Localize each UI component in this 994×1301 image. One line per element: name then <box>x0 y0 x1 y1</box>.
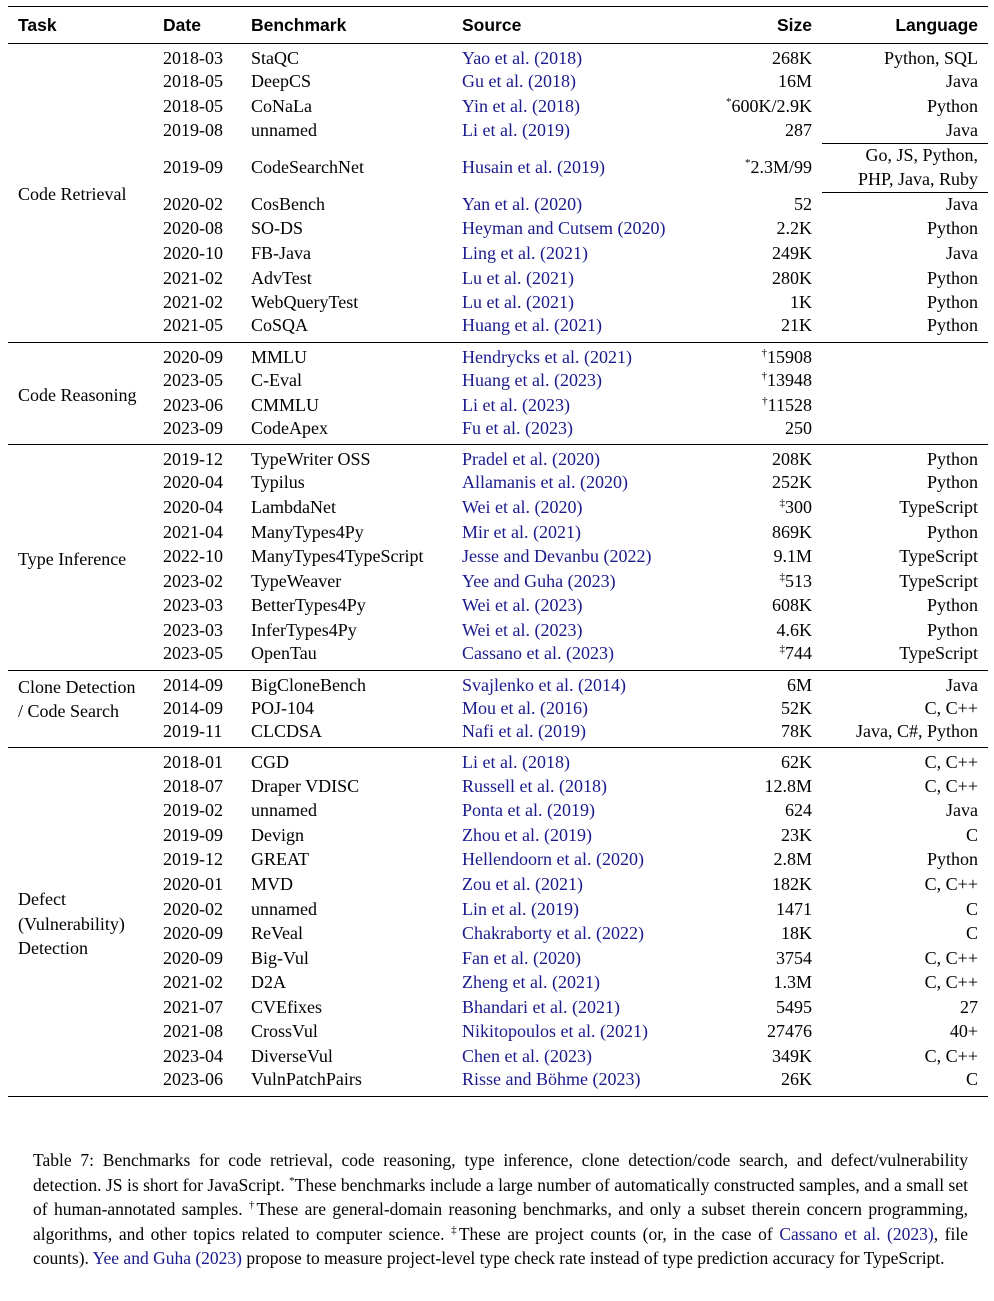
size-footnote-mark: ‡ <box>779 570 785 583</box>
date-cell: 2020-10 <box>163 243 223 264</box>
benchmark-cell: unnamed <box>251 120 317 141</box>
size-cell: 249K <box>772 243 812 264</box>
language-cell: C, C++ <box>924 873 978 894</box>
size-value: 600K/2.9K <box>731 95 812 116</box>
date-cell: 2020-09 <box>163 923 223 944</box>
size-cell: 52 <box>794 193 812 214</box>
language-cell <box>822 418 988 445</box>
size-cell <box>702 643 822 670</box>
task-group <box>8 44 988 343</box>
size-value: 11528 <box>767 394 812 415</box>
date-cell: 2020-09 <box>163 346 223 367</box>
size-cell: 280K <box>772 267 812 288</box>
language-cell: Python, SQL <box>883 48 978 68</box>
date-cell: 2020-09 <box>163 947 223 968</box>
caption-mark: † <box>248 1199 257 1212</box>
language-cell: Python <box>926 619 978 640</box>
source-cell[interactable]: Hellendoorn et al. (2020) <box>462 849 644 870</box>
source-cell[interactable]: Li et al. (2023) <box>462 394 570 415</box>
benchmark-cell: Big-Vul <box>251 947 309 968</box>
benchmark-cell: Typilus <box>251 472 305 493</box>
source-cell[interactable]: Wei et al. (2023) <box>462 595 583 616</box>
source-cell[interactable]: Nikitopoulos et al. (2021) <box>462 1021 648 1042</box>
language-cell: C <box>965 1069 978 1090</box>
date-cell: 2023-06 <box>163 1069 223 1090</box>
table-row <box>8 471 988 496</box>
language-cell: C, C++ <box>924 775 978 796</box>
size-cell: 2.2K <box>776 218 812 239</box>
benchmark-cell: CodeApex <box>251 417 328 438</box>
size-cell: 18K <box>781 923 812 944</box>
benchmark-cell: Draper VDISC <box>251 775 360 796</box>
table-row <box>8 291 988 316</box>
table-row <box>8 1045 988 1070</box>
source-cell[interactable]: Husain et al. (2019) <box>462 157 605 178</box>
source-cell[interactable]: Heyman and Cutsem (2020) <box>462 218 666 239</box>
benchmark-cell: TypeWriter OSS <box>251 449 371 470</box>
language-cell: Java <box>946 194 978 215</box>
table-row <box>8 242 988 267</box>
size-cell <box>702 94 822 119</box>
caption-text: Table 7: Benchmarks for code retrieval, code reasoning, type inference, clone detection/code search, and defect/vulnerability detection. JS is short for JavaScript. <box>33 1150 968 1195</box>
benchmark-cell: TypeWeaver <box>251 570 342 591</box>
table-row <box>8 192 988 217</box>
source-cell[interactable]: Zheng et al. (2021) <box>462 972 600 993</box>
caption-mark: ‡ <box>451 1223 459 1236</box>
source-cell[interactable]: Fan et al. (2020) <box>462 947 581 968</box>
table-row <box>8 569 988 594</box>
size-value: 300 <box>785 497 812 517</box>
benchmark-cell: ManyTypes4TypeScript <box>251 546 424 567</box>
source-cell[interactable]: Yee and Guha (2023) <box>462 570 616 591</box>
language-cell: C, C++ <box>924 752 978 773</box>
benchmark-cell: InferTypes4Py <box>251 619 357 640</box>
task-cell: Type Inference <box>18 548 127 569</box>
size-value: 744 <box>785 643 812 664</box>
table-row <box>8 143 988 192</box>
language-cell: C <box>965 923 978 944</box>
table-row <box>8 94 988 119</box>
date-cell: 2020-01 <box>163 873 223 894</box>
source-cell[interactable]: Wei et al. (2020) <box>462 497 583 517</box>
table-row <box>8 897 988 922</box>
size-cell: 21K <box>781 315 812 336</box>
source-cell[interactable]: Bhandari et al. (2021) <box>462 996 620 1017</box>
source-cell[interactable]: Yin et al. (2018) <box>462 95 580 116</box>
task-cell: Code Retrieval <box>18 184 127 205</box>
benchmark-cell: D2A <box>251 972 286 993</box>
size-cell: 3754 <box>776 947 812 968</box>
size-footnote-mark: ‡ <box>779 497 785 509</box>
size-cell: 9.1M <box>773 546 812 567</box>
source-cell[interactable]: Hendrycks et al. (2021) <box>462 346 632 367</box>
date-cell: 2021-02 <box>163 972 223 993</box>
benchmark-cell: CLCDSA <box>251 720 323 741</box>
benchmark-cell: ManyTypes4Py <box>251 521 364 542</box>
benchmark-cell: CodeSearchNet <box>251 157 364 178</box>
table-row <box>8 774 988 799</box>
header-language: Language <box>895 14 978 35</box>
benchmark-cell: CrossVul <box>251 1021 318 1042</box>
table-caption <box>33 1148 968 1271</box>
date-cell: 2019-12 <box>163 849 223 870</box>
source-cell[interactable]: Yao et al. (2018) <box>462 48 583 68</box>
language-cell: C, C++ <box>924 1046 978 1067</box>
date-cell: 2019-08 <box>163 120 223 141</box>
table-row <box>8 70 988 95</box>
citation-link[interactable]: Yee and Guha (2023) <box>92 1248 242 1269</box>
table-row <box>8 342 988 368</box>
benchmark-cell: unnamed <box>251 898 317 919</box>
size-cell: 208K <box>772 449 812 470</box>
size-cell: 27476 <box>767 1021 812 1042</box>
language-cell: Python <box>926 315 978 336</box>
language-cell: Python <box>926 595 978 616</box>
language-cell: Go, JS, Python, PHP, Java, Ruby <box>822 143 988 192</box>
benchmark-cell: CMMLU <box>251 394 320 415</box>
source-cell[interactable]: Risse and Böhme (2023) <box>462 1069 641 1090</box>
source-cell[interactable]: Gu et al. (2018) <box>462 71 576 92</box>
caption-mark: * <box>289 1174 295 1187</box>
date-cell: 2023-09 <box>163 417 223 438</box>
date-cell: 2019-12 <box>163 449 223 470</box>
date-cell: 2023-03 <box>163 619 223 640</box>
table-row <box>8 922 988 947</box>
size-cell: 78K <box>781 720 812 741</box>
table-row <box>8 369 988 394</box>
source-cell[interactable]: Pradel et al. (2020) <box>462 449 600 470</box>
date-cell: 2018-07 <box>163 775 223 796</box>
size-cell <box>702 143 822 192</box>
benchmark-cell: StaQC <box>251 48 300 68</box>
caption-text: propose to measure project-level type check rate instead of type prediction accuracy for TypeScript. <box>242 1248 945 1269</box>
benchmark-cell: LambdaNet <box>251 497 336 517</box>
benchmark-cell: DiverseVul <box>251 1046 333 1067</box>
size-cell: 349K <box>772 1046 812 1067</box>
benchmark-cell: CoNaLa <box>251 95 312 116</box>
source-cell[interactable]: Li et al. (2019) <box>462 120 570 141</box>
task-cell: Defect (Vulnerability) Detection <box>18 889 125 959</box>
size-cell: 2.8M <box>773 849 812 870</box>
language-cell: Python <box>926 95 978 116</box>
source-cell[interactable]: Fu et al. (2023) <box>462 417 573 438</box>
language-cell: C, C++ <box>924 947 978 968</box>
date-cell: 2023-02 <box>163 570 223 591</box>
date-cell: 2020-08 <box>163 218 223 239</box>
benchmark-cell: BetterTypes4Py <box>251 595 366 616</box>
task-cell: Clone Detection / Code Search <box>18 676 136 722</box>
task-group <box>8 748 988 1096</box>
date-cell: 2022-10 <box>163 546 223 567</box>
date-cell: 2023-05 <box>163 643 223 664</box>
task-group <box>8 445 988 670</box>
size-cell: 252K <box>772 472 812 493</box>
table-row <box>8 1069 988 1096</box>
source-cell[interactable]: Ling et al. (2021) <box>462 243 588 264</box>
task-group <box>8 670 988 748</box>
size-cell: 62K <box>781 752 812 773</box>
size-cell <box>702 369 822 394</box>
language-cell: Python <box>926 849 978 870</box>
source-cell[interactable]: Chen et al. (2023) <box>462 1046 592 1067</box>
size-cell: 52K <box>781 697 812 718</box>
source-cell[interactable]: Chakraborty et al. (2022) <box>462 923 644 944</box>
language-cell <box>822 342 988 368</box>
language-cell: TypeScript <box>899 643 978 664</box>
size-cell: 869K <box>772 521 812 542</box>
date-cell: 2021-04 <box>163 521 223 542</box>
date-cell: 2020-02 <box>163 898 223 919</box>
language-cell: TypeScript <box>899 570 978 591</box>
benchmark-cell: MMLU <box>251 346 308 367</box>
benchmark-cell: unnamed <box>251 800 317 821</box>
source-cell[interactable]: Yan et al. (2020) <box>462 193 583 214</box>
table-row <box>8 872 988 897</box>
date-cell: 2018-03 <box>163 48 223 68</box>
date-cell: 2018-01 <box>163 752 223 773</box>
language-cell: Python <box>926 267 978 288</box>
caption-text: , file counts). <box>33 1223 969 1269</box>
language-cell <box>822 393 988 418</box>
date-cell: 2018-05 <box>163 71 223 92</box>
citation-link[interactable]: Cassano et al. (2023) <box>779 1223 934 1244</box>
language-cell: TypeScript <box>899 497 978 517</box>
table-row <box>8 217 988 242</box>
source-cell[interactable]: Huang et al. (2023) <box>462 370 602 391</box>
language-cell: 40+ <box>949 1021 978 1042</box>
size-cell: 268K <box>772 48 812 68</box>
benchmark-cell: BigCloneBench <box>251 674 366 695</box>
size-footnote-mark: * <box>744 157 751 170</box>
language-cell: Java <box>946 674 978 695</box>
source-cell[interactable]: Lin et al. (2019) <box>462 898 579 919</box>
source-cell[interactable]: Huang et al. (2021) <box>462 315 602 336</box>
table-row <box>8 520 988 545</box>
size-cell: 287 <box>785 120 812 141</box>
table-row <box>8 799 988 824</box>
size-footnote-mark: * <box>726 95 732 108</box>
table-row <box>8 721 988 748</box>
source-cell[interactable]: Mir et al. (2021) <box>462 521 581 542</box>
source-cell[interactable]: Lu et al. (2021) <box>462 267 574 288</box>
language-cell: Python <box>926 472 978 493</box>
date-cell: 2021-05 <box>163 315 223 336</box>
size-cell: 250 <box>785 417 812 438</box>
header-date: Date <box>163 14 201 35</box>
language-cell: TypeScript <box>899 546 978 567</box>
size-cell: 1K <box>790 292 812 313</box>
table-row <box>8 119 988 144</box>
table-row <box>8 545 988 570</box>
header-benchmark: Benchmark <box>251 14 347 35</box>
size-value: 13948 <box>767 370 812 391</box>
date-cell: 2023-06 <box>163 394 223 415</box>
date-cell: 2023-04 <box>163 1046 223 1067</box>
size-cell: 6M <box>786 674 812 695</box>
source-cell[interactable]: Ponta et al. (2019) <box>462 800 595 821</box>
table-row <box>8 946 988 971</box>
size-cell: 1.3M <box>773 972 812 993</box>
table-row <box>8 971 988 996</box>
size-footnote-mark: † <box>761 370 767 383</box>
benchmark-cell: ReVeal <box>251 923 303 944</box>
size-cell <box>702 393 822 418</box>
benchmark-cell: CosBench <box>251 193 325 214</box>
date-cell: 2018-05 <box>163 95 223 116</box>
benchmark-cell: CGD <box>251 752 290 773</box>
source-cell[interactable]: Allamanis et al. (2020) <box>462 472 628 493</box>
benchmark-cell: DeepCS <box>251 71 311 92</box>
date-cell: 2020-02 <box>163 193 223 214</box>
header-task: Task <box>18 14 57 35</box>
date-cell: 2019-02 <box>163 800 223 821</box>
size-cell: 1471 <box>776 898 812 919</box>
table-row <box>8 266 988 291</box>
language-cell: Java <box>946 800 978 821</box>
caption-text: These benchmarks include a large number of automatically constructed samples, and a small set of human-annotated samples. <box>33 1174 969 1220</box>
language-cell: Java <box>946 120 978 141</box>
benchmark-cell: VulnPatchPairs <box>251 1069 362 1090</box>
table-row <box>8 393 988 418</box>
table-row <box>8 995 988 1020</box>
date-cell: 2023-05 <box>163 370 223 391</box>
benchmark-cell: C-Eval <box>251 370 302 391</box>
table-row <box>8 670 988 696</box>
language-cell: Python <box>926 218 978 239</box>
task-group <box>8 342 988 444</box>
size-value: 2.3M/99 <box>750 157 812 178</box>
size-value: 15908 <box>767 346 812 367</box>
date-cell: 2023-03 <box>163 595 223 616</box>
date-cell: 2021-08 <box>163 1021 223 1042</box>
benchmark-cell: POJ-104 <box>251 697 315 718</box>
language-cell: Python <box>926 521 978 542</box>
size-cell <box>702 569 822 594</box>
size-cell: 23K <box>781 824 812 845</box>
source-cell[interactable]: Cassano et al. (2023) <box>462 643 614 664</box>
language-cell: C <box>965 824 978 845</box>
date-cell: 2021-07 <box>163 996 223 1017</box>
size-cell: 624 <box>785 800 812 821</box>
table-row <box>8 643 988 670</box>
table-row <box>8 315 988 342</box>
language-cell: Python <box>926 292 978 313</box>
date-cell: 2020-04 <box>163 497 223 517</box>
source-cell[interactable]: Russell et al. (2018) <box>462 775 607 796</box>
size-cell <box>702 496 822 521</box>
benchmark-cell: OpenTau <box>251 643 317 664</box>
language-cell: C, C++ <box>924 697 978 718</box>
size-cell: 4.6K <box>776 619 812 640</box>
source-cell[interactable]: Jesse and Devanbu (2022) <box>462 546 652 567</box>
size-cell: 5495 <box>776 996 812 1017</box>
benchmark-cell: Devign <box>251 824 304 845</box>
language-cell: Python <box>926 449 978 470</box>
benchmark-cell: CoSQA <box>251 315 309 336</box>
benchmark-cell: FB-Java <box>251 243 311 264</box>
caption-text: These are general-domain reasoning benchmarks, and only a subset therein concern programming, algorithms, and other topics related to computer science. <box>33 1199 968 1244</box>
source-cell[interactable]: Li et al. (2018) <box>462 752 570 773</box>
table-row <box>8 696 988 721</box>
language-cell: C <box>965 898 978 919</box>
date-cell: 2021-02 <box>163 267 223 288</box>
benchmark-cell: CVEfixes <box>251 996 322 1017</box>
benchmark-cell: MVD <box>251 873 294 894</box>
source-cell[interactable]: Zhou et al. (2019) <box>462 824 592 845</box>
date-cell: 2014-09 <box>163 697 223 718</box>
language-cell: Java <box>946 71 978 92</box>
header-row <box>8 7 988 44</box>
size-cell: 608K <box>772 595 812 616</box>
table-row <box>8 445 988 471</box>
table-row <box>8 496 988 521</box>
source-cell[interactable]: Svajlenko et al. (2014) <box>462 674 626 695</box>
table-row <box>8 618 988 643</box>
language-cell: C, C++ <box>924 972 978 993</box>
caption-text: These are project counts (or, in the case of <box>458 1223 780 1244</box>
table-row <box>8 823 988 848</box>
date-cell: 2020-04 <box>163 472 223 493</box>
benchmark-cell: SO-DS <box>251 218 304 239</box>
language-cell: 27 <box>960 996 978 1017</box>
language-cell: Java <box>946 243 978 264</box>
size-cell: 12.8M <box>764 775 812 796</box>
language-cell: Java, C#, Python <box>855 720 978 741</box>
size-cell: 26K <box>781 1069 812 1090</box>
size-footnote-mark: † <box>762 394 768 407</box>
date-cell: 2021-02 <box>163 292 223 313</box>
table-row <box>8 418 988 445</box>
size-footnote-mark: ‡ <box>779 643 785 656</box>
date-cell: 2019-09 <box>163 824 223 845</box>
benchmark-cell: AdvTest <box>251 267 312 288</box>
size-value: 513 <box>785 570 812 591</box>
source-cell[interactable]: Nafi et al. (2019) <box>462 720 586 741</box>
date-cell: 2019-11 <box>163 720 223 741</box>
task-cell: Code Reasoning <box>18 385 137 406</box>
source-cell[interactable]: Lu et al. (2021) <box>462 292 574 313</box>
date-cell: 2014-09 <box>163 674 223 695</box>
table-row <box>8 1020 988 1045</box>
language-cell <box>822 369 988 394</box>
benchmark-cell: WebQueryTest <box>251 292 359 313</box>
header-source: Source <box>462 14 522 35</box>
date-cell: 2019-09 <box>163 157 223 178</box>
table-row <box>8 44 988 70</box>
source-cell[interactable]: Wei et al. (2023) <box>462 619 583 640</box>
table-row <box>8 594 988 619</box>
size-cell <box>702 342 822 368</box>
source-cell[interactable]: Mou et al. (2016) <box>462 697 588 718</box>
benchmark-cell: GREAT <box>251 849 309 870</box>
size-footnote-mark: † <box>761 346 767 359</box>
benchmark-table <box>8 6 988 1097</box>
size-cell: 16M <box>777 71 812 92</box>
table-row <box>8 848 988 873</box>
table-row <box>8 748 988 774</box>
size-cell: 182K <box>772 873 812 894</box>
header-size: Size <box>776 14 812 35</box>
source-cell[interactable]: Zou et al. (2021) <box>462 873 583 894</box>
